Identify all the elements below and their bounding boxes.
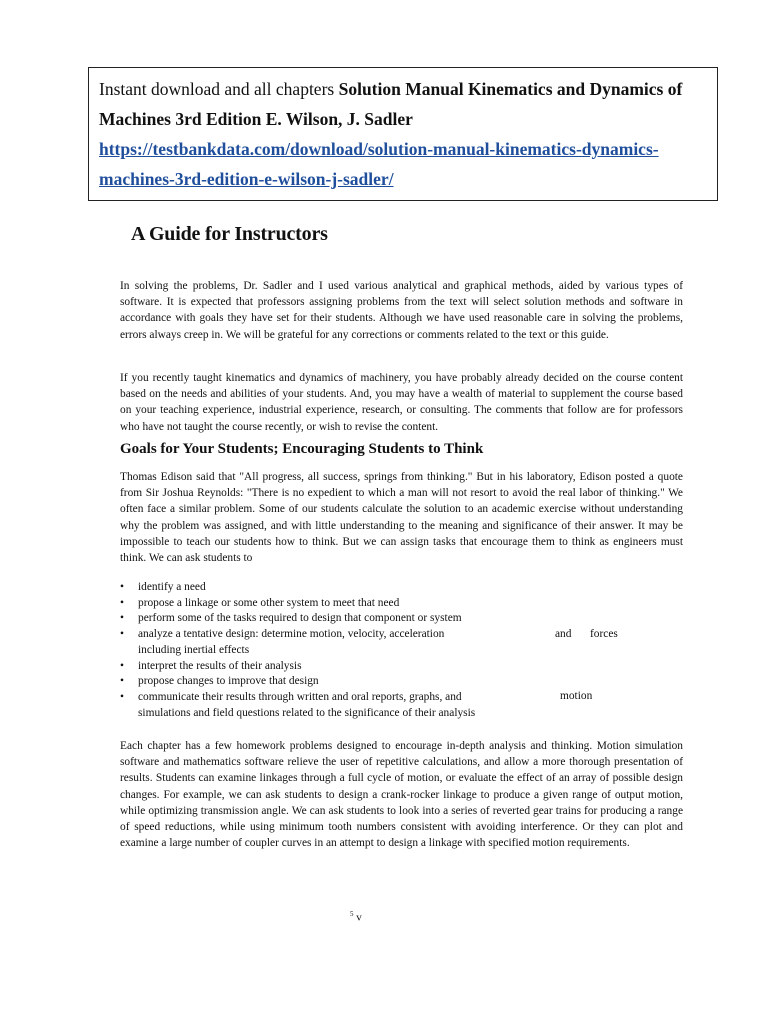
section-title-goals: Goals for Your Students; Encouraging Students to Think xyxy=(120,441,484,457)
homework-paragraph: Each chapter has a few homework problems designed to encourage in-depth analysis and thinking. Motion simulation software and mathematics software relieve the user of repetitive calculations, and allow a more thorough presentation of results. Students can examine linkages through a full cycle of motion, or evaluate the effect of an array of possible design changes. For example, we can ask students to design a crank-rocker linkage to produce a given range of output motion, while optimizing transmission angle. We can ask students to look into a series of reverted gear trains for producing a range of speed reductions, while using minimum tooth numbers consistent with avoiding interference. Or they can plot and examine a large number of coupler curves in an attempt to design a linkage with specified motion requirements. xyxy=(120,740,683,850)
goal-motion-word: motion xyxy=(560,690,593,702)
list-item-continuation: simulations and field questions related to the significance of their analysis xyxy=(138,706,476,719)
intro-paragraph: In solving the problems, Dr. Sadler and I used various analytical and graphical methods, aided by various types of software. It is expected that professors assigning problems from the text will select solution methods and software in accordance with goals they have set for their students. Although we have used reasonable care in solving the problems, errors always creep in. We will be grateful for any corrections or comments related to the text or this guide. xyxy=(120,280,683,341)
page-number xyxy=(350,910,362,924)
list-item: • perform some of the tasks required to design that component or system xyxy=(120,611,683,627)
list-item-continuation: including inertial effects xyxy=(138,643,250,656)
list-item: • identify a need xyxy=(120,580,683,596)
list-item: • propose changes to improve that design xyxy=(120,674,683,690)
guide-title: A Guide for Instructors xyxy=(131,223,328,245)
goal-forces-word: forces xyxy=(590,628,618,640)
banner-link[interactable] xyxy=(99,134,717,194)
download-link-line2[interactable]: machines-3rd-edition-e-wilson-j-sadler/ xyxy=(99,169,394,189)
course-content-paragraph: If you recently taught kinematics and dynamics of machinery, you have probably already decided on the course content based on the needs and abilities of your students. And, you may have a wealth of material to supplement the course based on your teaching experience, industrial experience, research, or consulting. The comments that follow are for professors who have not taught the course recently, or wish to revise the content. xyxy=(120,372,683,433)
list-item: • interpret the results of their analysis xyxy=(120,659,683,675)
list-item: • communicate their results through written and oral reports, graphs, and simulations and field questions related to the significance of their analysis xyxy=(120,690,683,721)
banner-title: Solution Manual Kinematics and Dynamics of Machines 3rd Edition E. Wilson, J. Sadler xyxy=(99,79,683,129)
page-mark: 5 xyxy=(350,910,354,918)
edison-paragraph: Thomas Edison said that "All progress, all success, springs from thinking." But in his laboratory, Edison posted a quote from Sir Joshua Reynolds: "There is no expedient to which a man will not resort to avoid the real labor of thinking." We often face a similar problem. Some of our students calculate the solution to an academic exercise without understanding why the problem was assigned, and with little understanding to the meaning and significance of their answer. It may be impossible to teach our students how to think. But we can assign tasks that encourage them to think as engineers must think. We can ask students to xyxy=(120,471,683,565)
goals-list xyxy=(120,580,683,721)
banner-text xyxy=(99,74,717,134)
page-number-text: v xyxy=(356,911,362,924)
banner-lead: Instant download and all chapters xyxy=(99,79,339,99)
list-item: • propose a linkage or some other system to meet that need xyxy=(120,596,683,612)
list-item: • analyze a tentative design: determine motion, velocity, acceleration including inertial effects xyxy=(120,627,683,658)
download-banner xyxy=(88,67,718,201)
goal-and-word: and xyxy=(555,628,572,640)
download-link-line1[interactable]: https://testbankdata.com/download/solution-manual-kinematics-dynamics- xyxy=(99,139,659,159)
